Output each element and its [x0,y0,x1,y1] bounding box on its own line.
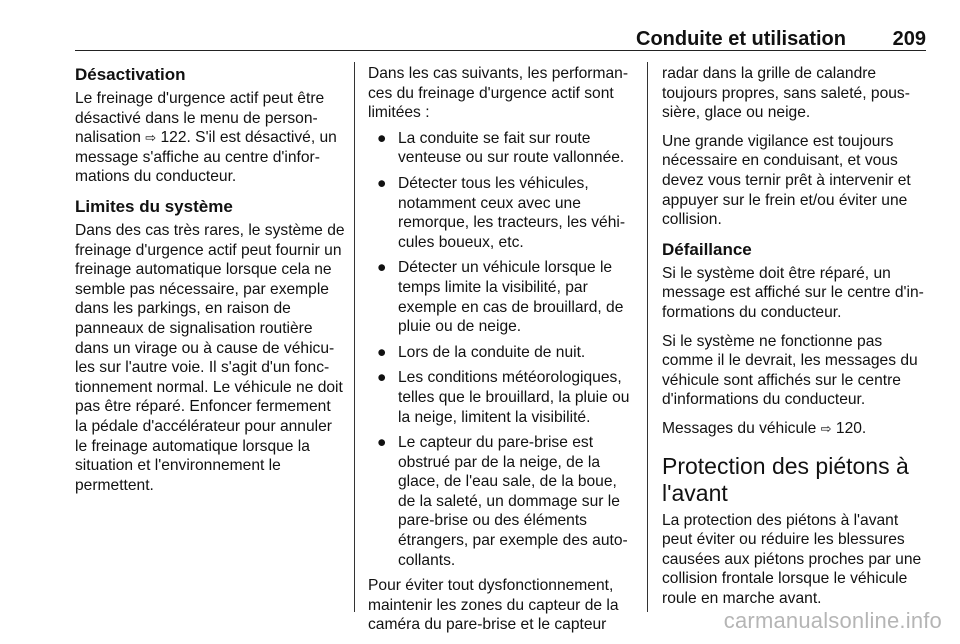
heading-failure: Défaillance [662,239,752,259]
paragraph-deactivation: Le freinage d'urgence actif peut être désactivé dans le menu de personnalisation ⇨ 122. S'il est désactivé, un message s'affiche au centre d'informations du conducteur. [75,90,337,186]
bullet-icon: ● [377,129,387,147]
paragraph-continued: radar dans la grille de calandre toujours propres, sans saleté, poussière, glace ou neige. [662,65,910,122]
paragraph-failure-2: Si le système ne fonctionne pas comme il le devrait, les messages du véhicule sont affichés sur le centre d'informations du conducteur. [662,332,918,409]
paragraph-limits: Dans des cas très rares, le système de freinage d'urgence actif peut fournir un freinage automatique lorsque cela ne semble pas nécessaire, par exemple dans les parkings, en raison de panneaux de signalisation routière dans un virage ou à cause de véhicules sur l'autre voie. Il s'agit d'un fonctionnement normal. Le véhicule ne doit pas être réparé. Enfoncer fermement la pédale d'accélérateur pour annuler le freinage automatique lorsque la situation et l'environnement le permettent. [75,221,345,494]
page-ref-link[interactable]: 120 [835,419,862,437]
list-item: ● Détecter tous les véhicules, notamment ceux avec une remorque, les tracteurs, les véhicules boueux, etc. [377,174,626,251]
bullet-icon: ● [377,259,387,277]
column-divider [647,62,648,612]
page-header [75,26,926,51]
column-left [75,64,345,504]
bullet-icon: ● [377,343,387,361]
watermark: carmanualsonline.info [723,608,942,633]
list-item: ● Le capteur du pare-brise est obstrué par de la neige, de la glace, de l'eau sale, de la boue, de la saleté, un dommage sur le pare-brise ou des éléments étrangers, par exemple des autocollants. [377,434,628,569]
page-ref-arrow-icon: ⇨ [820,420,832,436]
list-item: ● Détecter un véhicule lorsque le temps limite la visibilité, par exemple en cas de brouillard, de pluie ou de neige. [377,259,624,336]
column-right [662,64,930,617]
bullet-icon: ● [377,434,387,452]
paragraph-intro: Dans les cas suivants, les performances du freinage d'urgence actif sont limitées : [368,65,629,122]
paragraph-messages: Messages du véhicule ⇨ 120. [662,419,867,437]
heading-pedestrian-protection: Protection des piétons à l'avant [662,452,909,506]
bullet-icon: ● [377,174,387,192]
page-number: 209 [892,28,926,50]
column-middle [368,64,636,644]
paragraph-failure-1: Si le système doit être réparé, un message est affiché sur le centre d'informations du conducteur. [662,264,924,321]
page-ref-link[interactable]: 122 [160,129,187,147]
bullet-icon: ● [377,369,387,387]
column-divider [354,62,355,612]
section-title: Conduite et utilisation [636,28,846,50]
list-item: ● La conduite se fait sur route venteuse ou sur route vallonnée. [377,129,625,167]
paragraph-outro: Pour éviter tout dysfonctionnement, maintenir les zones du capteur de la caméra du pare-brise et le capteur [368,577,619,634]
page-ref-arrow-icon: ⇨ [145,130,157,146]
limitations-list [368,129,636,570]
heading-limits: Limites du système [75,196,233,216]
paragraph-vigilance: Une grande vigilance est toujours nécessaire en conduisant, et vous devez vous ternir prêt à intervenir et appuyer sur le frein et/ou éviter une collision. [662,132,911,229]
paragraph-pedestrian: La protection des piétons à l'avant peut éviter ou réduire les blessures causées aux piétons proches par une collision frontale lorsque le véhicule roule en marche avant. [662,511,922,607]
list-item: ● Les conditions météorologiques, telles que le brouillard, la pluie ou la neige, limitent la visibilité. [377,369,630,426]
heading-deactivation: Désactivation [75,65,186,84]
list-item: ● Lors de la conduite de nuit. [377,343,586,361]
